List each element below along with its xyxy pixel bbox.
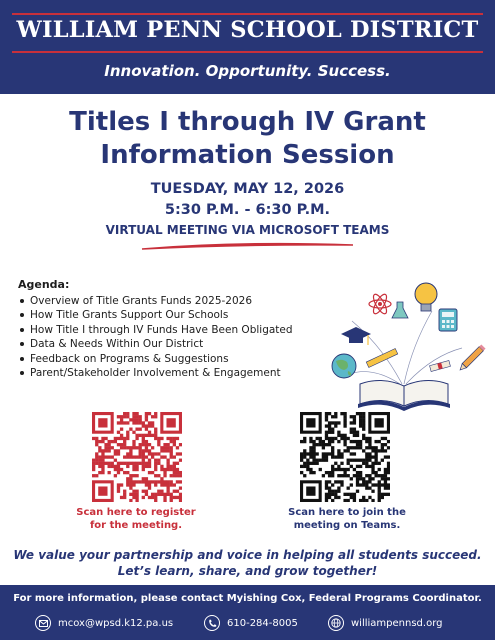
- event-title: [0, 106, 495, 172]
- open-book-icon: [358, 380, 450, 411]
- phone-icon: [204, 615, 220, 631]
- event-title-line-1: Titles I through IV Grant: [69, 107, 426, 137]
- atom-icon: [369, 292, 391, 315]
- website-url[interactable]: williampennsd.org: [351, 617, 443, 629]
- red-swoosh-underline: [140, 240, 355, 252]
- bullet-icon: [20, 299, 24, 303]
- email-icon: [35, 615, 51, 631]
- header-bottom-rule: [12, 51, 483, 53]
- graduation-cap-icon: [341, 327, 371, 345]
- bullet-icon: [20, 357, 24, 361]
- agenda-title: Agenda:: [18, 278, 70, 291]
- bullet-icon: [20, 342, 24, 346]
- district-tagline: Innovation. Opportunity. Success.: [104, 62, 391, 80]
- agenda-section: [18, 278, 328, 380]
- event-title-line-2: Information Session: [100, 140, 395, 170]
- email-address[interactable]: mcox@wpsd.k12.pa.us: [58, 617, 174, 629]
- header-banner: [0, 0, 495, 94]
- district-name: WILLIAM PENN SCHOOL DISTRICT: [16, 17, 479, 43]
- phone-number[interactable]: 610-284-8005: [227, 617, 298, 629]
- bullet-icon: [20, 328, 24, 332]
- event-time: 5:30 P.M. - 6:30 P.M.: [164, 202, 331, 218]
- closing-message: [0, 547, 495, 579]
- join-caption: Scan here to join the meeting on Teams.: [288, 507, 406, 531]
- closing-line-2: Let’s learn, share, and grow together!: [117, 564, 378, 578]
- bullet-icon: [20, 313, 24, 317]
- footer-banner: [0, 585, 495, 640]
- agenda-item: Parent/Stakeholder Involvement & Engagement: [18, 366, 328, 380]
- globe-web-icon: [328, 615, 344, 631]
- agenda-item: Overview of Title Grants Funds 2025-2026: [18, 294, 328, 308]
- calculator-icon: [439, 309, 457, 331]
- agenda-item: How Title I through IV Funds Have Been Obligated: [18, 323, 328, 337]
- agenda-list: [18, 294, 328, 380]
- agenda-item: Feedback on Programs & Suggestions: [18, 352, 328, 366]
- event-date: TUESDAY, MAY 12, 2026: [150, 181, 345, 197]
- globe-icon: [332, 354, 356, 378]
- closing-line-1: We value your partnership and voice in helping all students succeed.: [13, 548, 482, 562]
- bullet-icon: [20, 371, 24, 375]
- register-qr-code[interactable]: [92, 412, 182, 502]
- education-illustration: [322, 276, 488, 416]
- header-top-rule: [12, 13, 483, 15]
- email-contact[interactable]: [35, 614, 173, 632]
- phone-contact[interactable]: [204, 614, 298, 632]
- pencil-icon: [458, 344, 486, 372]
- agenda-item: How Title Grants Support Our Schools: [18, 308, 328, 322]
- event-venue: VIRTUAL MEETING VIA MICROSOFT TEAMS: [105, 223, 390, 237]
- join-teams-qr-code[interactable]: [300, 412, 390, 502]
- agenda-item: Data & Needs Within Our District: [18, 337, 328, 351]
- footer-contact-info: For more information, please contact Myishing Cox, Federal Programs Coordinator.: [13, 593, 482, 604]
- lightbulb-icon: [415, 283, 437, 311]
- register-caption: Scan here to register for the meeting.: [76, 507, 196, 531]
- website-contact[interactable]: [328, 614, 442, 632]
- flask-icon: [392, 302, 408, 318]
